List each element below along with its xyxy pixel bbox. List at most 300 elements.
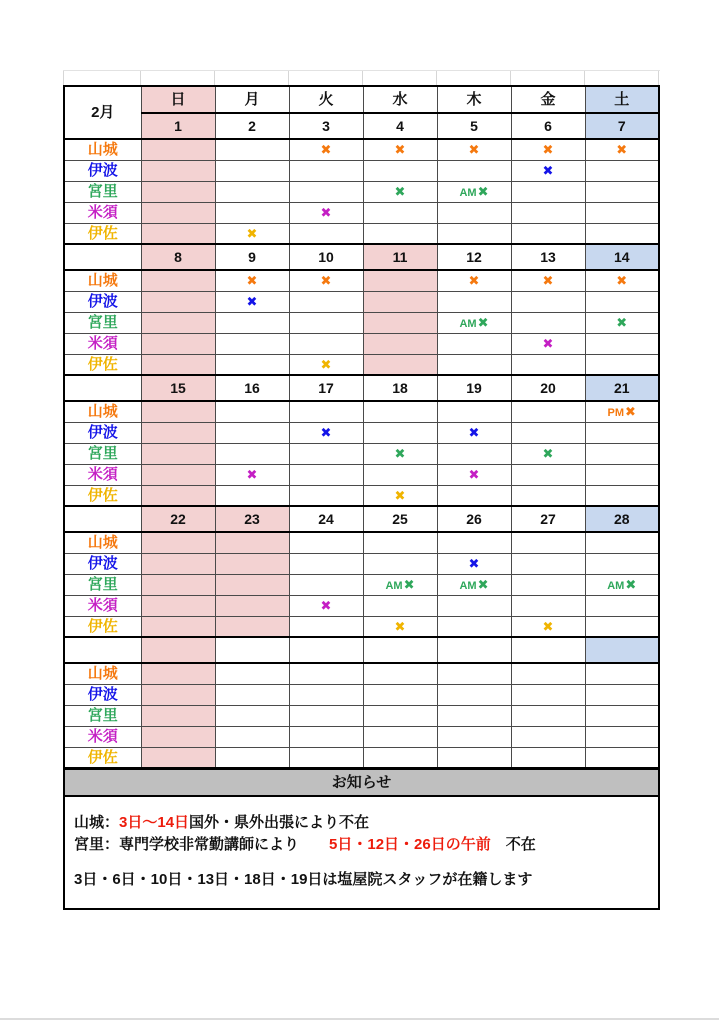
mark-cell <box>363 223 437 244</box>
mark-cell <box>141 616 215 637</box>
date-cell: 21 <box>585 375 659 401</box>
announcement-segment: 国外・県外出張により不在 <box>189 814 370 831</box>
mark-cell <box>363 485 437 506</box>
absence-mark-icon: ✖ <box>542 446 554 461</box>
absence-mark-icon: ✖ <box>403 576 415 592</box>
mark-cell <box>437 747 511 768</box>
mark-cell <box>289 595 363 616</box>
mark-cell <box>289 574 363 595</box>
absence-mark-icon: ✖ <box>616 315 628 330</box>
ampm-prefix: PM <box>607 406 625 419</box>
staff-row <box>64 181 659 202</box>
announcement-line <box>74 812 649 834</box>
mark-cell <box>289 705 363 726</box>
mark-cell <box>437 684 511 705</box>
mark-cell <box>511 202 585 223</box>
staff-row <box>64 595 659 616</box>
absence-mark-icon: ✖ <box>394 487 406 503</box>
mark-cell <box>511 291 585 312</box>
mark-cell <box>585 270 659 291</box>
announcement-segment: 3日～14日 <box>119 814 190 831</box>
announcement-segment: 3日・6日・10日・13日・18日・19日は塩屋院スタッフが在籍します <box>74 871 533 888</box>
date-cell: 11 <box>363 244 437 270</box>
mark-cell <box>141 726 215 747</box>
mark-cell <box>437 202 511 223</box>
day-header-row <box>64 86 659 113</box>
mark-cell <box>141 354 215 375</box>
mark-cell <box>437 160 511 181</box>
announcement-line <box>74 869 649 891</box>
mark-cell <box>363 726 437 747</box>
mark-cell <box>511 160 585 181</box>
day-header-cell: 月 <box>215 86 289 113</box>
staff-name-cell: 宮里 <box>64 574 141 595</box>
mark-cell <box>215 747 289 768</box>
mark-cell <box>141 684 215 705</box>
staff-name-cell: 伊佐 <box>64 485 141 506</box>
mark-cell <box>141 223 215 244</box>
mark-cell <box>437 532 511 553</box>
date-cell: 13 <box>511 244 585 270</box>
staff-name-cell: 伊波 <box>64 553 141 574</box>
absence-mark-icon: ✖ <box>394 618 406 634</box>
date-row-label-cell <box>64 506 141 532</box>
mark-cell <box>437 595 511 616</box>
staff-row <box>64 485 659 506</box>
staff-row <box>64 663 659 684</box>
date-cell: 2 <box>215 113 289 139</box>
mark-cell <box>141 202 215 223</box>
mark-cell <box>215 532 289 553</box>
absence-mark-icon: ✖ <box>320 425 332 440</box>
mark-cell <box>437 553 511 574</box>
announcement-segment: 不在 <box>490 836 536 853</box>
mark-cell <box>585 401 659 422</box>
mark-cell <box>585 705 659 726</box>
mark-cell <box>511 485 585 506</box>
mark-cell <box>511 333 585 354</box>
mark-cell <box>141 401 215 422</box>
mark-cell <box>437 485 511 506</box>
staff-name-cell: 伊波 <box>64 422 141 443</box>
absence-mark-icon: ✖ <box>246 273 258 289</box>
mark-cell <box>141 443 215 464</box>
mark-cell <box>363 443 437 464</box>
mark-cell <box>511 464 585 485</box>
mark-cell <box>363 202 437 223</box>
absence-mark-icon: ✖ <box>320 205 332 220</box>
staff-name-cell: 米須 <box>64 595 141 616</box>
mark-cell <box>363 333 437 354</box>
date-cell: 28 <box>585 506 659 532</box>
date-cell: 26 <box>437 506 511 532</box>
date-row-label-cell <box>64 637 141 663</box>
staff-name-cell: 宮里 <box>64 181 141 202</box>
mark-cell <box>363 354 437 375</box>
mark-cell <box>141 747 215 768</box>
mark-cell <box>511 747 585 768</box>
mark-cell <box>585 616 659 637</box>
date-cell: 12 <box>437 244 511 270</box>
mark-cell <box>437 464 511 485</box>
mark-cell <box>141 663 215 684</box>
mark-cell <box>585 333 659 354</box>
staff-name-cell: 米須 <box>64 333 141 354</box>
mark-cell <box>511 684 585 705</box>
mark-cell <box>289 443 363 464</box>
mark-cell <box>215 553 289 574</box>
date-row-label-cell <box>64 375 141 401</box>
ampm-prefix: AM <box>459 186 477 199</box>
mark-cell <box>289 291 363 312</box>
gridline-stub <box>584 71 585 85</box>
mark-cell <box>289 270 363 291</box>
date-cell: 14 <box>585 244 659 270</box>
mark-cell <box>215 202 289 223</box>
mark-cell <box>363 616 437 637</box>
mark-cell <box>437 354 511 375</box>
mark-cell <box>141 422 215 443</box>
announcement-segment: 宮里：専門学校非常勤講師により <box>74 836 330 853</box>
ampm-prefix: AM <box>459 317 477 330</box>
date-cell <box>437 637 511 663</box>
date-cell: 16 <box>215 375 289 401</box>
date-cell: 17 <box>289 375 363 401</box>
date-cell: 7 <box>585 113 659 139</box>
mark-cell <box>585 422 659 443</box>
mark-cell <box>363 464 437 485</box>
mark-cell <box>585 553 659 574</box>
mark-cell <box>437 616 511 637</box>
date-cell <box>363 637 437 663</box>
staff-row <box>64 139 659 160</box>
staff-row <box>64 401 659 422</box>
mark-cell <box>215 443 289 464</box>
mark-cell <box>215 401 289 422</box>
mark-cell <box>215 270 289 291</box>
mark-cell <box>363 270 437 291</box>
staff-name-cell: 山城 <box>64 663 141 684</box>
mark-cell <box>141 595 215 616</box>
ampm-prefix: AM <box>607 579 625 592</box>
mark-cell <box>363 684 437 705</box>
announcement-segment: 山城： <box>74 814 120 831</box>
mark-cell <box>585 464 659 485</box>
mark-cell <box>585 223 659 244</box>
mark-cell <box>215 485 289 506</box>
date-cell <box>585 637 659 663</box>
absence-mark-icon: ✖ <box>468 142 480 158</box>
mark-cell <box>141 312 215 333</box>
mark-cell <box>363 595 437 616</box>
mark-cell <box>363 747 437 768</box>
mark-cell <box>585 354 659 375</box>
mark-cell <box>511 270 585 291</box>
absence-mark-icon: ✖ <box>320 142 332 158</box>
mark-cell <box>141 333 215 354</box>
mark-cell <box>363 181 437 202</box>
mark-cell <box>437 443 511 464</box>
staff-name-cell: 伊波 <box>64 160 141 181</box>
gridline-stub <box>658 71 659 85</box>
staff-row <box>64 202 659 223</box>
mark-cell <box>437 401 511 422</box>
staff-name-cell: 山城 <box>64 401 141 422</box>
mark-cell <box>141 553 215 574</box>
day-header-cell: 水 <box>363 86 437 113</box>
date-cell: 22 <box>141 506 215 532</box>
mark-cell <box>289 532 363 553</box>
absence-mark-icon: ✖ <box>468 556 480 571</box>
schedule-table-body <box>64 86 659 768</box>
staff-row <box>64 354 659 375</box>
staff-row <box>64 291 659 312</box>
staff-name-cell: 宮里 <box>64 443 141 464</box>
staff-name-cell: 伊佐 <box>64 354 141 375</box>
staff-name-cell: 米須 <box>64 202 141 223</box>
staff-row <box>64 747 659 768</box>
mark-cell <box>511 705 585 726</box>
mark-cell <box>215 616 289 637</box>
mark-cell <box>511 532 585 553</box>
day-header-cell: 木 <box>437 86 511 113</box>
gridline-stub <box>214 71 215 85</box>
date-cell: 25 <box>363 506 437 532</box>
mark-cell <box>289 726 363 747</box>
mark-cell <box>141 532 215 553</box>
mark-cell <box>289 663 363 684</box>
absence-mark-icon: ✖ <box>246 467 258 482</box>
page-bottom-edge <box>0 1018 719 1020</box>
mark-cell <box>511 312 585 333</box>
absence-mark-icon: ✖ <box>320 273 332 289</box>
mark-cell <box>437 726 511 747</box>
date-cell: 19 <box>437 375 511 401</box>
mark-cell <box>215 354 289 375</box>
day-header-cell: 土 <box>585 86 659 113</box>
absence-mark-icon: ✖ <box>542 336 554 351</box>
mark-cell <box>585 181 659 202</box>
mark-cell <box>585 747 659 768</box>
staff-row <box>64 705 659 726</box>
mark-cell <box>289 181 363 202</box>
mark-cell <box>215 422 289 443</box>
mark-cell <box>289 160 363 181</box>
gridline-strip <box>63 70 660 85</box>
mark-cell <box>289 333 363 354</box>
month-label: 2月 <box>64 86 141 139</box>
mark-cell <box>585 574 659 595</box>
date-cell: 1 <box>141 113 215 139</box>
absence-mark-icon: ✖ <box>468 273 480 289</box>
mark-cell <box>289 401 363 422</box>
mark-cell <box>141 705 215 726</box>
mark-cell <box>363 553 437 574</box>
mark-cell <box>141 139 215 160</box>
mark-cell <box>141 464 215 485</box>
staff-row <box>64 443 659 464</box>
date-cell: 10 <box>289 244 363 270</box>
date-cell <box>141 637 215 663</box>
mark-cell <box>585 485 659 506</box>
absence-mark-icon: ✖ <box>394 184 406 199</box>
mark-cell <box>437 663 511 684</box>
mark-cell <box>215 663 289 684</box>
mark-cell <box>511 181 585 202</box>
day-header-cell: 日 <box>141 86 215 113</box>
mark-cell <box>585 291 659 312</box>
staff-row <box>64 574 659 595</box>
day-header-cell: 金 <box>511 86 585 113</box>
notice-box <box>63 795 660 910</box>
absence-mark-icon: ✖ <box>394 142 406 158</box>
date-cell: 27 <box>511 506 585 532</box>
absence-mark-icon: ✖ <box>477 314 489 330</box>
date-row <box>64 637 659 663</box>
staff-name-cell: 宮里 <box>64 312 141 333</box>
mark-cell <box>215 333 289 354</box>
mark-cell <box>363 312 437 333</box>
mark-cell <box>141 181 215 202</box>
date-row <box>64 244 659 270</box>
mark-cell <box>585 663 659 684</box>
absence-mark-icon: ✖ <box>477 576 489 592</box>
mark-cell <box>363 160 437 181</box>
mark-cell <box>437 181 511 202</box>
ampm-prefix: AM <box>385 579 403 592</box>
absence-mark-icon: ✖ <box>542 163 554 178</box>
mark-cell <box>511 401 585 422</box>
mark-cell <box>585 443 659 464</box>
absence-mark-icon: ✖ <box>320 356 332 372</box>
mark-cell <box>511 595 585 616</box>
mark-cell <box>437 333 511 354</box>
staff-row <box>64 223 659 244</box>
mark-cell <box>437 705 511 726</box>
mark-cell <box>215 223 289 244</box>
absence-mark-icon: ✖ <box>625 576 637 592</box>
mark-cell <box>511 726 585 747</box>
date-cell: 9 <box>215 244 289 270</box>
mark-cell <box>585 595 659 616</box>
staff-name-cell: 米須 <box>64 726 141 747</box>
mark-cell <box>363 532 437 553</box>
mark-cell <box>141 160 215 181</box>
ampm-prefix: AM <box>459 579 477 592</box>
mark-cell <box>363 422 437 443</box>
mark-cell <box>437 270 511 291</box>
date-cell: 6 <box>511 113 585 139</box>
staff-row <box>64 532 659 553</box>
mark-cell <box>585 202 659 223</box>
gridline-stub <box>510 71 511 85</box>
gridline-stub <box>436 71 437 85</box>
absence-mark-icon: ✖ <box>616 273 628 289</box>
mark-cell <box>289 223 363 244</box>
mark-cell <box>437 223 511 244</box>
mark-cell <box>437 312 511 333</box>
absence-mark-icon: ✖ <box>246 225 258 241</box>
staff-row <box>64 684 659 705</box>
mark-cell <box>585 532 659 553</box>
mark-cell <box>215 160 289 181</box>
mark-cell <box>141 574 215 595</box>
schedule-table <box>63 85 660 769</box>
mark-cell <box>289 354 363 375</box>
notice-bar: お知らせ <box>63 768 660 797</box>
absence-mark-icon: ✖ <box>616 142 628 158</box>
staff-name-cell: 米須 <box>64 464 141 485</box>
absence-mark-icon: ✖ <box>394 446 406 461</box>
gridline-stub <box>288 71 289 85</box>
mark-cell <box>289 139 363 160</box>
staff-row <box>64 726 659 747</box>
mark-cell <box>585 160 659 181</box>
mark-cell <box>215 181 289 202</box>
date-row <box>64 113 659 139</box>
staff-row <box>64 616 659 637</box>
mark-cell <box>511 223 585 244</box>
staff-name-cell: 伊佐 <box>64 616 141 637</box>
staff-name-cell: 伊佐 <box>64 747 141 768</box>
absence-mark-icon: ✖ <box>542 618 554 634</box>
mark-cell <box>215 595 289 616</box>
mark-cell <box>585 139 659 160</box>
staff-name-cell: 伊佐 <box>64 223 141 244</box>
mark-cell <box>215 139 289 160</box>
staff-row <box>64 333 659 354</box>
date-cell: 20 <box>511 375 585 401</box>
mark-cell <box>511 422 585 443</box>
mark-cell <box>511 443 585 464</box>
mark-cell <box>215 684 289 705</box>
mark-cell <box>585 684 659 705</box>
mark-cell <box>511 663 585 684</box>
mark-cell <box>289 485 363 506</box>
mark-cell <box>289 422 363 443</box>
mark-cell <box>215 574 289 595</box>
mark-cell <box>437 291 511 312</box>
calendar-area <box>63 70 660 910</box>
date-cell: 15 <box>141 375 215 401</box>
mark-cell <box>511 616 585 637</box>
mark-cell <box>437 574 511 595</box>
staff-row <box>64 312 659 333</box>
mark-cell <box>289 464 363 485</box>
mark-cell <box>363 663 437 684</box>
mark-cell <box>289 616 363 637</box>
date-row <box>64 375 659 401</box>
mark-cell <box>363 139 437 160</box>
mark-cell <box>437 422 511 443</box>
mark-cell <box>585 312 659 333</box>
date-cell <box>511 637 585 663</box>
absence-mark-icon: ✖ <box>625 403 636 419</box>
mark-cell <box>585 726 659 747</box>
absence-mark-icon: ✖ <box>246 294 258 309</box>
mark-cell <box>511 139 585 160</box>
staff-row <box>64 270 659 291</box>
mark-cell <box>511 354 585 375</box>
mark-cell <box>363 574 437 595</box>
date-cell: 5 <box>437 113 511 139</box>
gridline-stub <box>63 71 64 85</box>
absence-mark-icon: ✖ <box>542 142 554 158</box>
mark-cell <box>215 726 289 747</box>
staff-name-cell: 山城 <box>64 139 141 160</box>
gridline-stub <box>362 71 363 85</box>
date-cell: 4 <box>363 113 437 139</box>
